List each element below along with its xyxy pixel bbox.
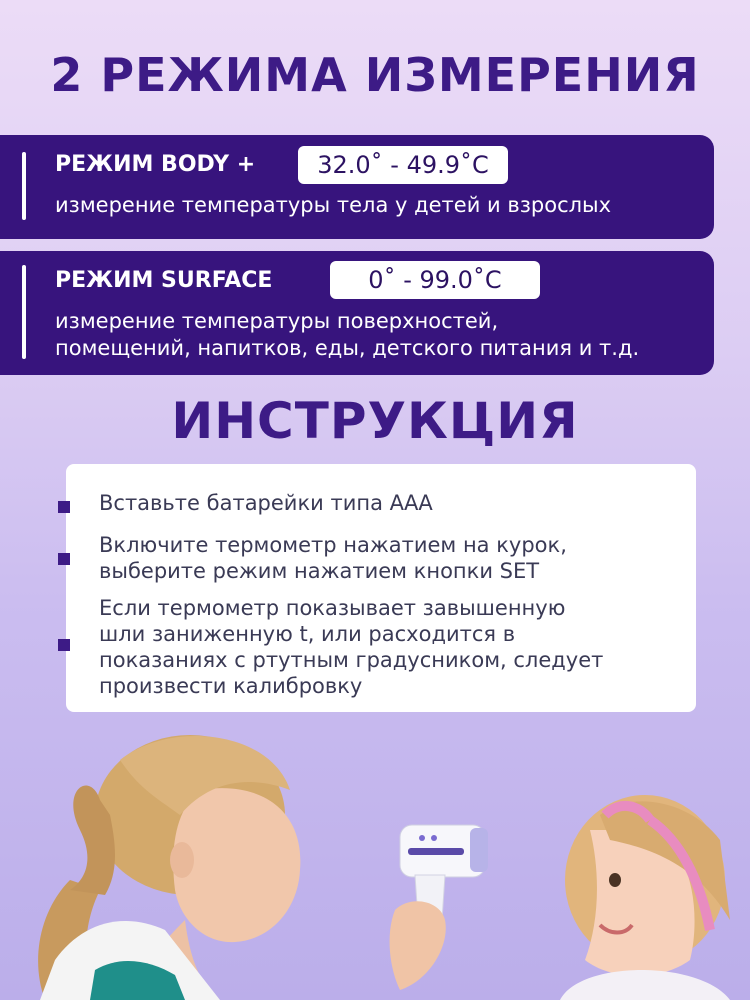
mode-name-surface: РЕЖИМ SURFACE (55, 268, 273, 293)
instruction-text: Если термометр показывает завышенную шли заниженную t, или расходится в показаниях с ртутным градусником, следует произвести калибровку (99, 596, 604, 698)
mode-description-surface: измерение температуры поверхностей, помещений, напитков, еды, детского питания и т.д. (55, 309, 640, 360)
instructions-card (66, 464, 696, 712)
photo-nurse-measuring-child-temperature (0, 720, 750, 1000)
mode-name-body: РЕЖИМ BODY + (55, 152, 256, 177)
panel-accent-bar (22, 265, 26, 359)
range-badge-body: 32.0˚ - 49.9˚C (298, 146, 508, 184)
mode-panel-body (0, 135, 714, 239)
thermometer-icon (390, 825, 488, 990)
range-badge-surface: 0˚ - 99.0˚C (330, 261, 540, 299)
mode-description-body: измерение температуры тела у детей и взрослых (55, 193, 612, 217)
instruction-text: Включите термометр нажатием на курок, выберите режим нажатием кнопки SET (99, 533, 567, 583)
child-figure (560, 795, 730, 1000)
mode-panel-surface (0, 251, 714, 375)
bullet-icon (58, 501, 70, 513)
instruction-text: Вставьте батарейки типа ААА (99, 491, 433, 515)
bullet-icon (58, 639, 70, 651)
nurse-figure (38, 735, 300, 1000)
instructions-title: ИНСТРУКЦИЯ (171, 392, 579, 450)
panel-accent-bar (22, 152, 26, 220)
modes-title: 2 РЕЖИМА ИЗМЕРЕНИЯ (50, 48, 700, 102)
bullet-icon (58, 553, 70, 565)
